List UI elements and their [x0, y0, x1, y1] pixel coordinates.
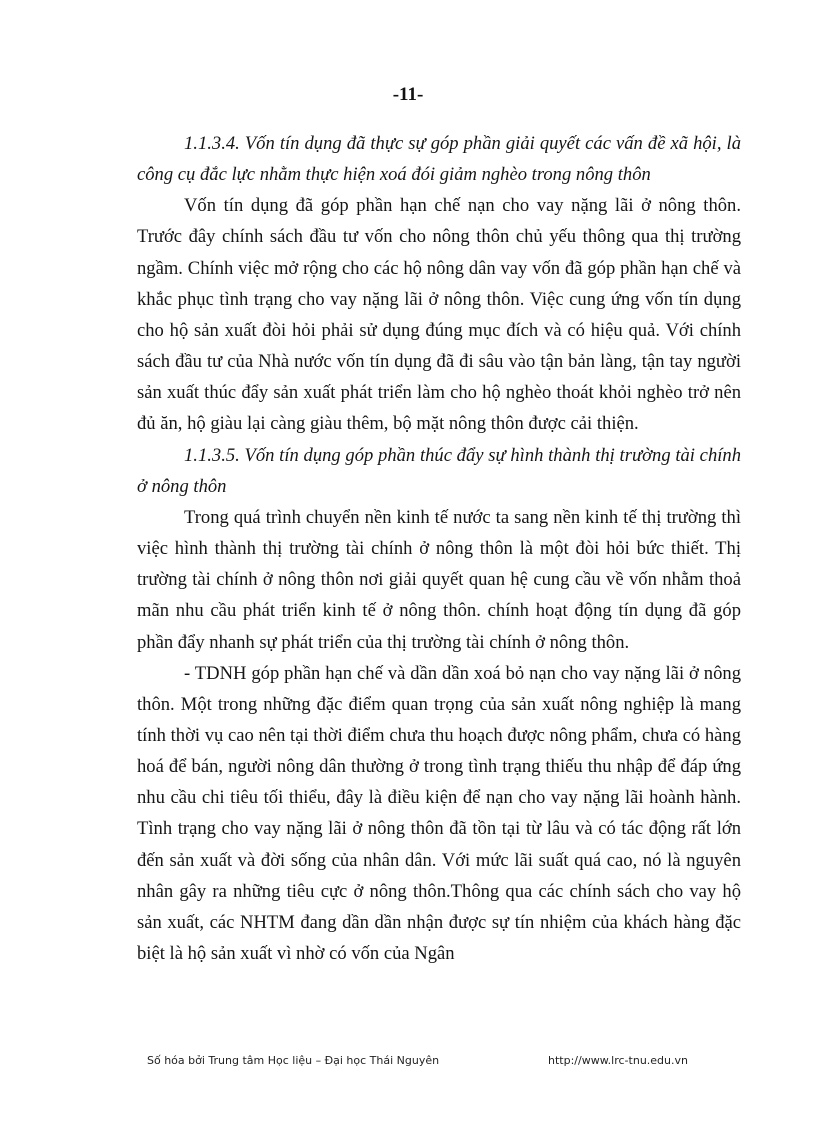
footer-credit: Số hóa bởi Trung tâm Học liệu – Đại học Thái Nguyên — [147, 1054, 440, 1067]
page-number: -11- — [392, 84, 424, 105]
section-heading-1-1-3-4: 1.1.3.4. Vốn tín dụng đã thực sự góp phần giải quyết các vấn đề xã hội, là công cụ đắc lực nhằm thực hiện xoá đói giảm nghèo trong nông thôn — [137, 133, 741, 186]
paragraph: Trong quá trình chuyển nền kinh tế nước ta sang nền kinh tế thị trường thì việc hình thành thị trường tài chính ở nông thôn là một đòi hỏi bức thiết. Thị trường tài chính ở nông thôn nơi giải quyết quan hệ cung cầu về vốn nhằm thoả mãn nhu cầu phát triển kinh tế ở nông thôn. chính hoạt động tín dụng đã góp phần đẩy nhanh sự phát triển của thị trường tài chính ở nông thôn. — [137, 506, 741, 653]
document-body — [137, 128, 741, 969]
footer-url: http://www.lrc-tnu.edu.vn — [548, 1054, 688, 1067]
paragraph: Vốn tín dụng đã góp phần hạn chế nạn cho vay nặng lãi ở nông thôn. Trước đây chính sách đầu tư vốn cho nông thôn chủ yếu thông qua thị trường ngầm. Chính việc mở rộng cho các hộ nông dân vay vốn đã góp phần hạn chế và khắc phục tình trạng cho vay nặng lãi ở nông thôn. Việc cung ứng vốn tín dụng cho hộ sản xuất đòi hỏi phải sử dụng đúng mục đích và có hiệu quả. Với chính sách đầu tư của Nhà nước vốn tín dụng đã đi sâu vào tận bản làng, tận tay người sản xuất thúc đẩy sản xuất phát triển làm cho hộ nghèo thoát khỏi nghèo trở nên đủ ăn, hộ giàu lại càng giàu thêm, bộ mặt nông thôn được cải thiện. — [137, 195, 741, 435]
paragraph: - TDNH góp phần hạn chế và dần dần xoá bỏ nạn cho vay nặng lãi ở nông thôn. Một trong những đặc điểm quan trọng của sản xuất nông nghiệp là mang tính thời vụ cao nên tại thời điểm chưa thu hoạch được nông phẩm, chưa có hàng hoá để bán, người nông dân thường ở trong tình trạng thiếu thu nhập để đáp ứng nhu cầu chi tiêu tối thiểu, đây là điều kiện để nạn cho vay nặng lãi hoành hành. Tình trạng cho vay nặng lãi ở nông thôn đã tồn tại từ lâu và có tác động rất lớn đến sản xuất và đời sống của nhân dân. Với mức lãi suất quá cao, nó là nguyên nhân gây ra những tiêu cực ở nông thôn.Thông qua các chính sách cho vay hộ sản xuất, các NHTM đang dần dần nhận được sự tín nhiệm của khách hàng đặc biệt là hộ sản xuất vì nhờ có vốn của Ngân — [137, 662, 741, 965]
section-heading-1-1-3-5: 1.1.3.5. Vốn tín dụng góp phần thúc đẩy sự hình thành thị trường tài chính ở nông thôn — [137, 444, 741, 497]
